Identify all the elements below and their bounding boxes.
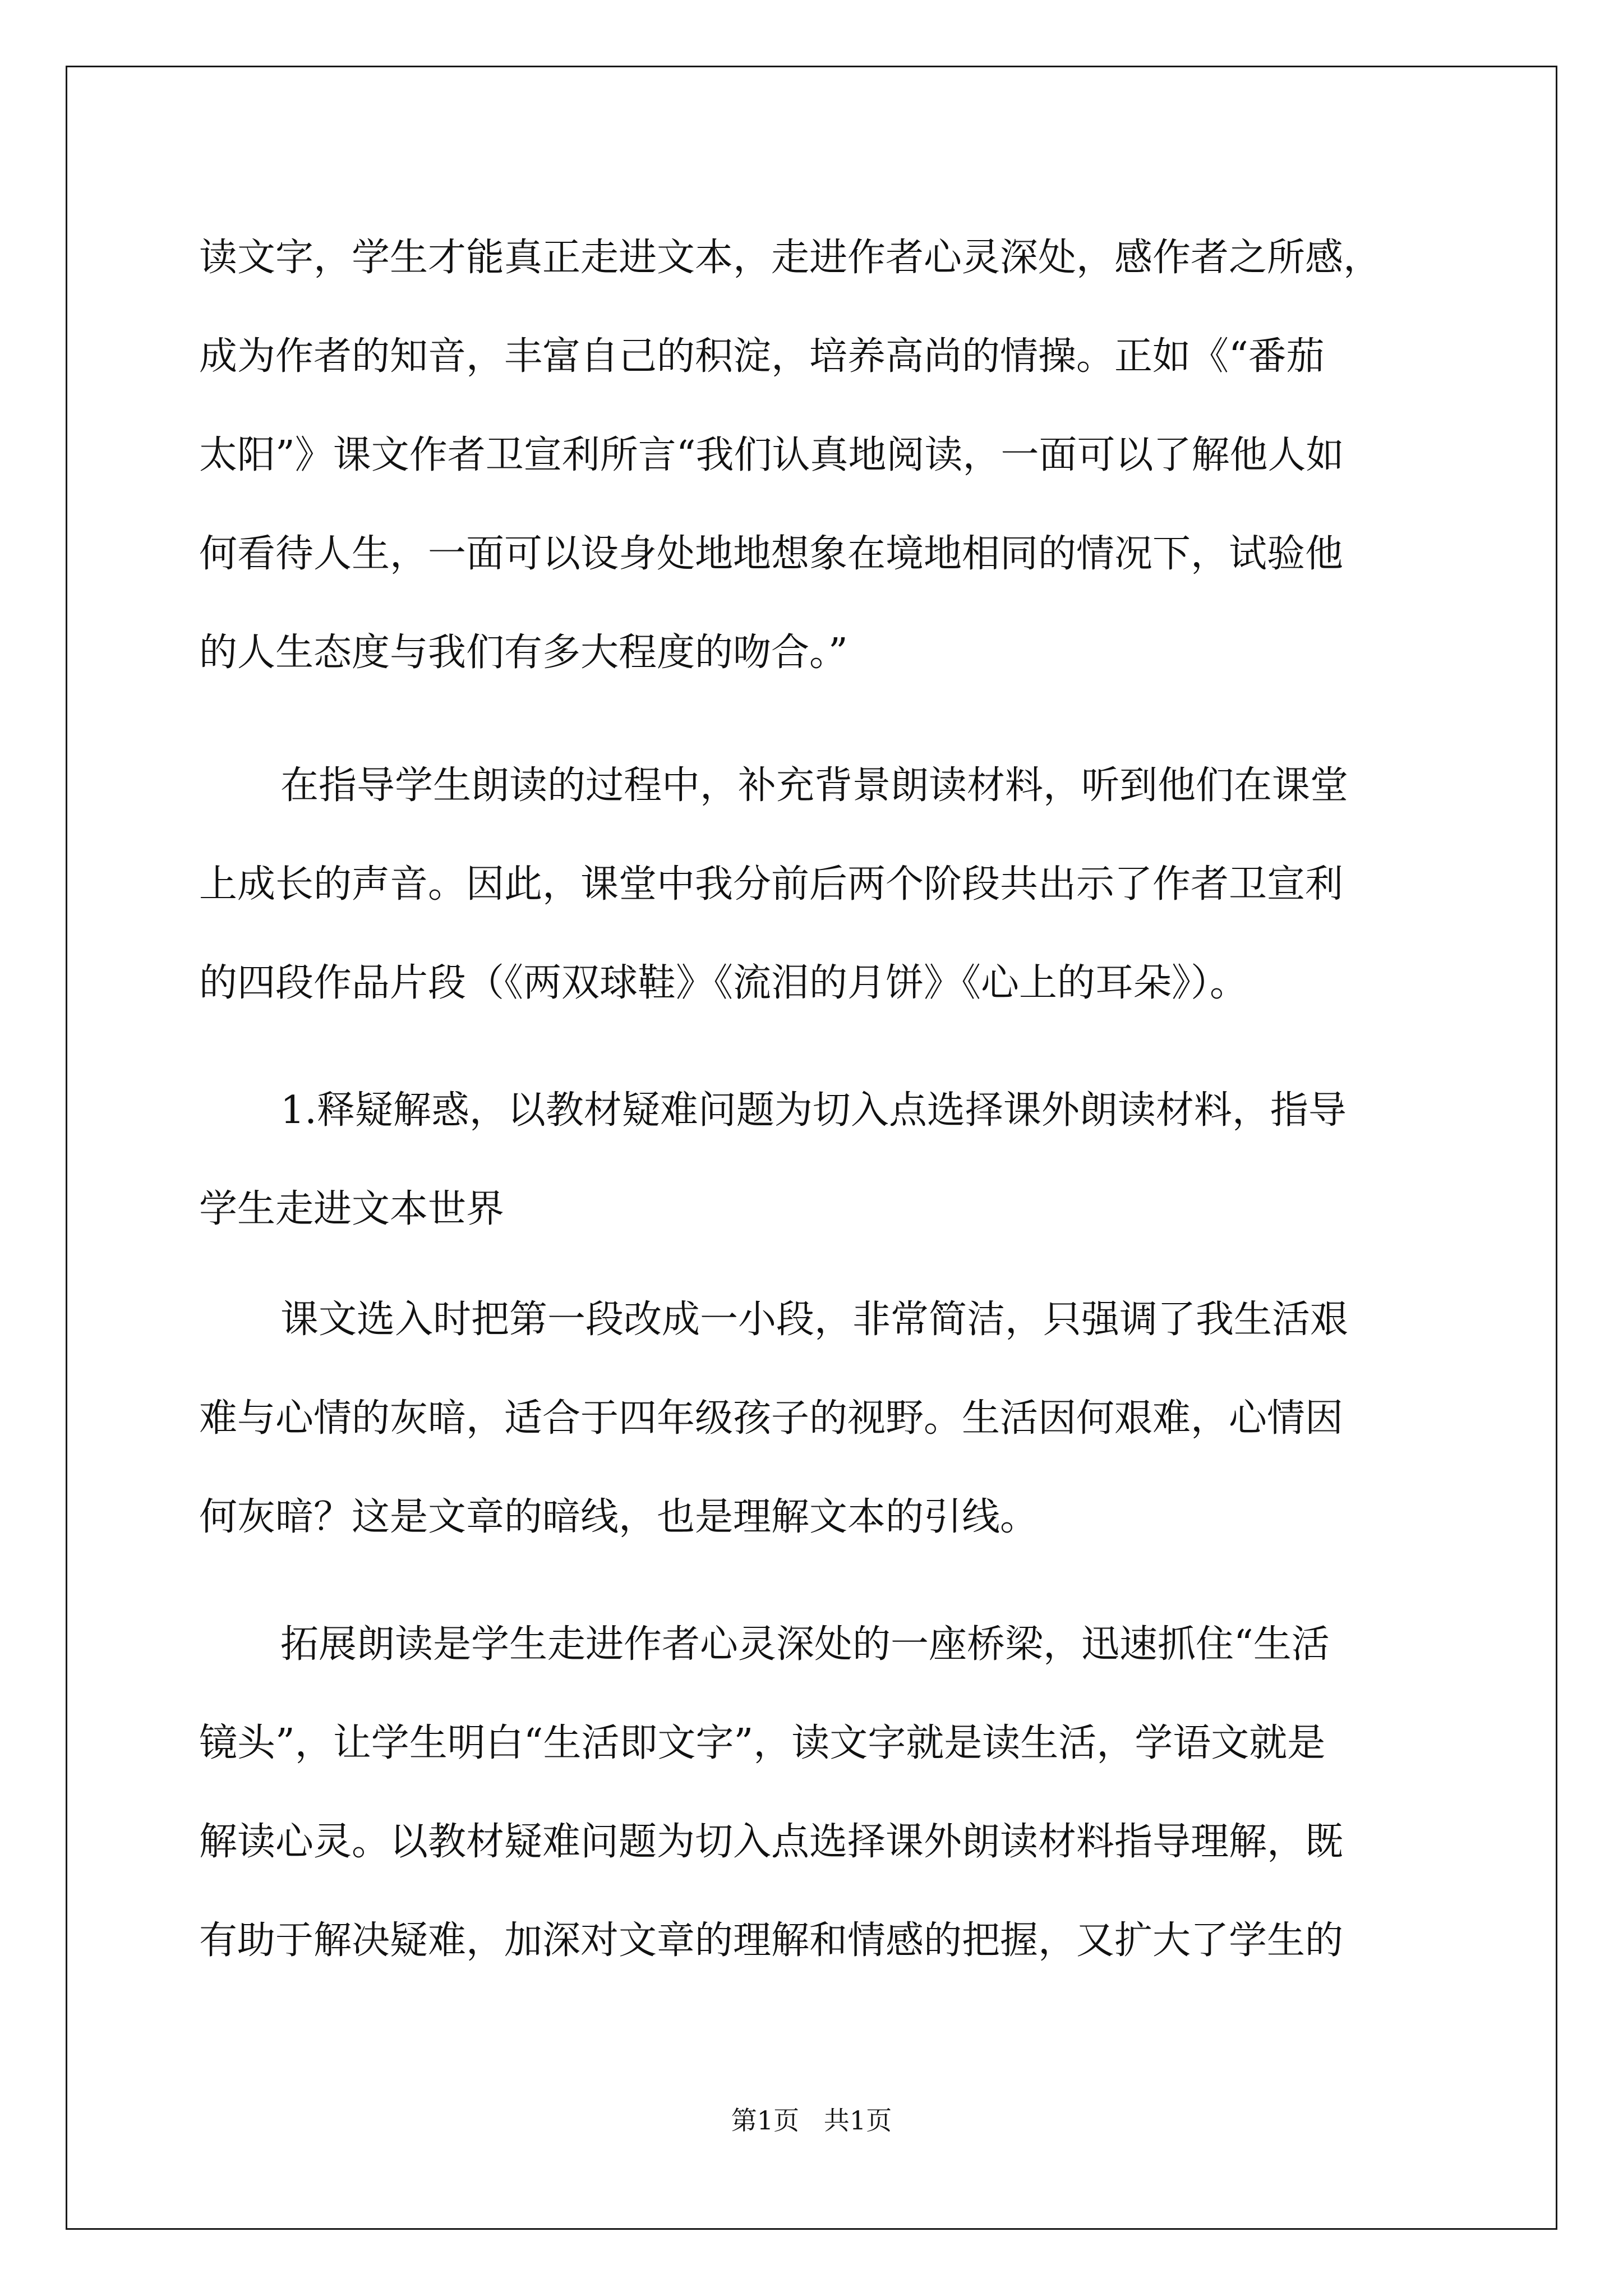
text-line: 在指导学生朗读的过程中，补充背景朗读材料，听到他们在课堂 — [280, 763, 1349, 808]
page-border — [66, 66, 1557, 2230]
text-line: 的人生态度与我们有多大程度的吻合。” — [199, 631, 848, 675]
text-line: 1.释疑解惑，以教材疑难问题为切入点选择课外朗读材料，指导 — [280, 1088, 1347, 1133]
text-line: 有助于解决疑难，加深对文章的理解和情感的把握，又扩大了学生的 — [199, 1918, 1344, 1963]
text-line: 难与心情的灰暗，适合于四年级孩子的视野。生活因何艰难，心情因 — [199, 1396, 1344, 1441]
text-line: 何灰暗？这是文章的暗线，也是理解文本的引线。 — [199, 1495, 1039, 1539]
text-line: 的四段作品片段（《两双球鞋》《流泪的月饼》《心上的耳朵》）。 — [199, 961, 1248, 1005]
text-line: 上成长的声音。因此，课堂中我分前后两个阶段共出示了作者卫宣利 — [199, 862, 1344, 907]
text-line: 拓展朗读是学生走进作者心灵深处的一座桥梁，迅速抓住“生活 — [280, 1622, 1330, 1667]
text-line: 太阳”》课文作者卫宣利所言“我们认真地阅读，一面可以了解他人如 — [199, 433, 1344, 477]
text-line: 成为作者的知音，丰富自己的积淀，培养高尚的情操。正如《“番茄 — [199, 334, 1325, 379]
text-line: 解读心灵。以教材疑难问题为切入点选择课外朗读材料指导理解，既 — [199, 1820, 1344, 1864]
text-line: 学生走进文本世界 — [199, 1187, 505, 1231]
page-number-footer: 第1页 共1页 — [731, 2105, 892, 2136]
text-line: 何看待人生，一面可以设身处地地想象在境地相同的情况下，试验他 — [199, 532, 1344, 576]
text-line: 课文选入时把第一段改成一小段，非常简洁，只强调了我生活艰 — [280, 1297, 1349, 1342]
text-line: 读文字，学生才能真正走进文本，走进作者心灵深处，感作者之所感， — [199, 236, 1382, 280]
text-line: 镜头”，让学生明白“生活即文字”，读文字就是读生活，学语文就是 — [199, 1721, 1326, 1765]
